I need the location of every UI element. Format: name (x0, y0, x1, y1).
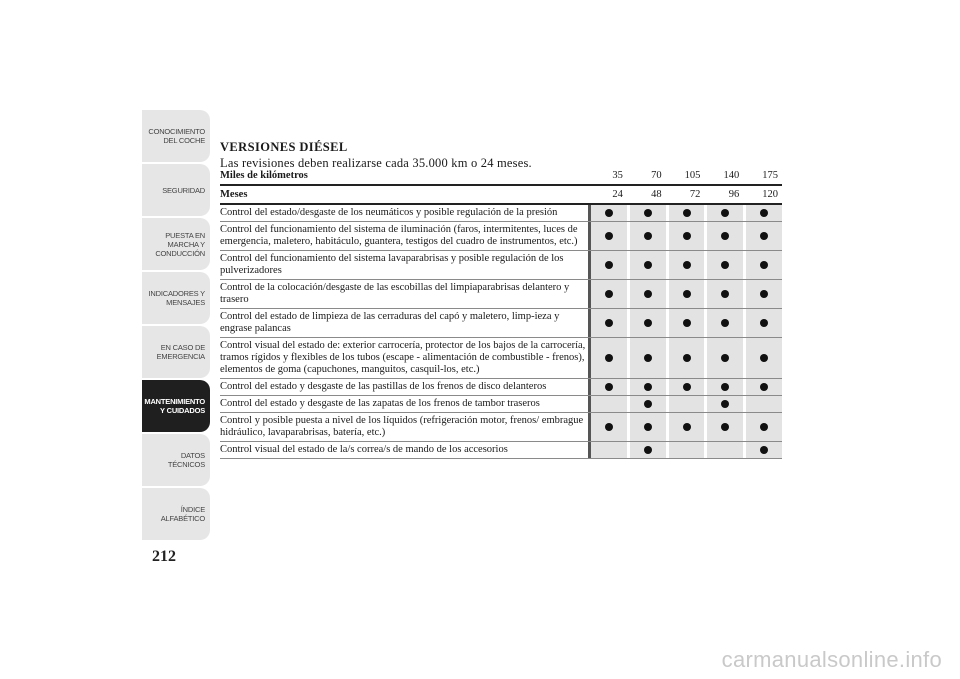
months-value: 72 (666, 186, 705, 203)
check-dot-icon (721, 290, 729, 298)
interval-cell (588, 251, 627, 279)
km-header-label: Miles de kilómetros (220, 170, 308, 181)
km-value: 140 (704, 167, 743, 184)
row-description: Control del funcionamiento del sistema de iluminación (faros, intermitentes, luces de emergencia, maletero, habitáculo, guantera, testigos del cuadro de instrumentos, etc.) (220, 224, 578, 247)
interval-cell (588, 396, 627, 412)
maintenance-table (220, 167, 782, 459)
check-dot-icon (721, 400, 729, 408)
months-value: 48 (627, 186, 666, 203)
tab-datos-tecnicos[interactable]: DATOS TÉCNICOS (142, 434, 210, 486)
check-dot-icon (683, 261, 691, 269)
interval-cell (743, 396, 782, 412)
interval-cell (743, 205, 782, 221)
table-row (220, 222, 782, 251)
row-description: Control de la colocación/desgaste de las escobillas del limpiaparabrisas delantero y trasero (220, 282, 570, 305)
table-row (220, 309, 782, 338)
check-dot-icon (760, 383, 768, 391)
months-header-label: Meses (220, 189, 248, 200)
interval-cell (627, 205, 666, 221)
row-description: Control y posible puesta a nivel de los líquidos (refrigeración motor, frenos/ embrague hidráulico, lavaparabrisas, batería, etc.) (220, 415, 584, 438)
interval-cell (627, 442, 666, 458)
check-dot-icon (683, 383, 691, 391)
interval-cell (627, 396, 666, 412)
interval-cell (588, 309, 627, 337)
interval-cell (627, 309, 666, 337)
check-dot-icon (683, 423, 691, 431)
interval-cell (704, 413, 743, 441)
check-dot-icon (644, 354, 652, 362)
check-dot-icon (760, 232, 768, 240)
check-dot-icon (644, 232, 652, 240)
interval-cell (743, 251, 782, 279)
km-value: 175 (743, 167, 782, 184)
interval-cell (704, 442, 743, 458)
months-value: 120 (743, 186, 782, 203)
check-dot-icon (760, 354, 768, 362)
km-value: 105 (666, 167, 705, 184)
row-description: Control del estado de limpieza de las cerraduras del capó y maletero, limp-ieza y engrase palancas (220, 311, 560, 334)
interval-cell (666, 205, 705, 221)
interval-cell (588, 413, 627, 441)
check-dot-icon (644, 446, 652, 454)
check-dot-icon (644, 319, 652, 327)
tab-puesta-en-marcha[interactable]: PUESTA EN MARCHA Y CONDUCCIÓN (142, 218, 210, 270)
interval-cell (704, 205, 743, 221)
check-dot-icon (721, 423, 729, 431)
check-dot-icon (644, 383, 652, 391)
table-row (220, 396, 782, 413)
table-row (220, 379, 782, 396)
section-subtitle: Las revisiones deben realizarse cada 35.000 km o 24 meses. (220, 156, 532, 170)
interval-cell (666, 309, 705, 337)
interval-cell (588, 338, 627, 378)
check-dot-icon (683, 290, 691, 298)
check-dot-icon (760, 423, 768, 431)
interval-cell (743, 222, 782, 250)
check-dot-icon (760, 261, 768, 269)
row-description: Control del estado y desgaste de las zapatas de los frenos de tambor traseros (220, 398, 540, 409)
check-dot-icon (721, 383, 729, 391)
months-header-row (220, 186, 782, 205)
interval-cell (743, 413, 782, 441)
interval-cell (704, 280, 743, 308)
check-dot-icon (683, 209, 691, 217)
check-dot-icon (605, 354, 613, 362)
check-dot-icon (683, 319, 691, 327)
table-row (220, 338, 782, 379)
check-dot-icon (605, 383, 613, 391)
interval-cell (743, 338, 782, 378)
check-dot-icon (644, 261, 652, 269)
check-dot-icon (644, 209, 652, 217)
tab-seguridad[interactable]: SEGURIDAD (142, 164, 210, 216)
km-value: 70 (627, 167, 666, 184)
interval-cell (627, 338, 666, 378)
interval-cell (704, 338, 743, 378)
tab-emergencia[interactable]: EN CASO DE EMERGENCIA (142, 326, 210, 378)
table-row (220, 413, 782, 442)
interval-cell (743, 379, 782, 395)
table-row (220, 442, 782, 459)
tab-conocimiento[interactable]: CONOCIMIENTO DEL COCHE (142, 110, 210, 162)
check-dot-icon (605, 290, 613, 298)
check-dot-icon (605, 209, 613, 217)
months-value: 96 (704, 186, 743, 203)
check-dot-icon (644, 290, 652, 298)
row-description: Control visual del estado de la/s correa/s de mando de los accesorios (220, 444, 508, 455)
interval-cell (627, 280, 666, 308)
check-dot-icon (644, 423, 652, 431)
check-dot-icon (721, 232, 729, 240)
check-dot-icon (760, 319, 768, 327)
check-dot-icon (721, 319, 729, 327)
check-dot-icon (721, 354, 729, 362)
check-dot-icon (605, 261, 613, 269)
interval-cell (627, 413, 666, 441)
interval-cell (666, 338, 705, 378)
tab-mantenimiento[interactable]: MANTENIMIENTO Y CUIDADOS (142, 380, 210, 432)
interval-cell (704, 396, 743, 412)
interval-cell (588, 379, 627, 395)
check-dot-icon (760, 446, 768, 454)
table-row (220, 280, 782, 309)
section-title: VERSIONES DIÉSEL (220, 140, 348, 154)
interval-cell (704, 309, 743, 337)
interval-cell (627, 222, 666, 250)
interval-cell (704, 222, 743, 250)
check-dot-icon (721, 209, 729, 217)
interval-cell (588, 205, 627, 221)
row-description: Control visual del estado de: exterior carrocería, protector de los bajos de la carrocería, tramos rígidos y flexibles de los tubos (escape - alimentación de combustible - frenos), elementos de goma (capuchones, manguitos, casquil-los, etc.) (220, 340, 586, 375)
watermark: carmanualsonline.info (721, 647, 942, 672)
check-dot-icon (605, 423, 613, 431)
interval-cell (588, 442, 627, 458)
check-dot-icon (721, 261, 729, 269)
interval-cell (666, 396, 705, 412)
check-dot-icon (760, 290, 768, 298)
check-dot-icon (605, 319, 613, 327)
check-dot-icon (760, 209, 768, 217)
interval-cell (666, 280, 705, 308)
interval-cell (588, 280, 627, 308)
row-description: Control del estado y desgaste de las pastillas de los frenos de disco delanteros (220, 381, 547, 392)
interval-cell (588, 222, 627, 250)
interval-cell (666, 379, 705, 395)
interval-cell (704, 251, 743, 279)
interval-cell (666, 442, 705, 458)
page-number: 212 (152, 548, 176, 565)
interval-cell (666, 251, 705, 279)
interval-cell (627, 251, 666, 279)
tab-indice[interactable]: ÍNDICE ALFABÉTICO (142, 488, 210, 540)
row-description: Control del funcionamiento del sistema lavaparabrisas y posible regulación de los pulverizadores (220, 253, 564, 276)
table-row (220, 251, 782, 280)
check-dot-icon (683, 354, 691, 362)
months-value: 24 (588, 186, 627, 203)
row-description: Control del estado/desgaste de los neumáticos y posible regulación de la presión (220, 207, 558, 218)
interval-cell (704, 379, 743, 395)
tab-indicadores[interactable]: INDICADORES Y MENSAJES (142, 272, 210, 324)
km-header-row (220, 167, 782, 186)
check-dot-icon (605, 232, 613, 240)
interval-cell (666, 413, 705, 441)
table-row (220, 205, 782, 222)
check-dot-icon (683, 232, 691, 240)
interval-cell (666, 222, 705, 250)
interval-cell (627, 379, 666, 395)
interval-cell (743, 280, 782, 308)
interval-cell (743, 442, 782, 458)
chapter-tabs (142, 110, 210, 542)
table-body (220, 205, 782, 459)
check-dot-icon (644, 400, 652, 408)
interval-cell (743, 309, 782, 337)
km-value: 35 (588, 167, 627, 184)
